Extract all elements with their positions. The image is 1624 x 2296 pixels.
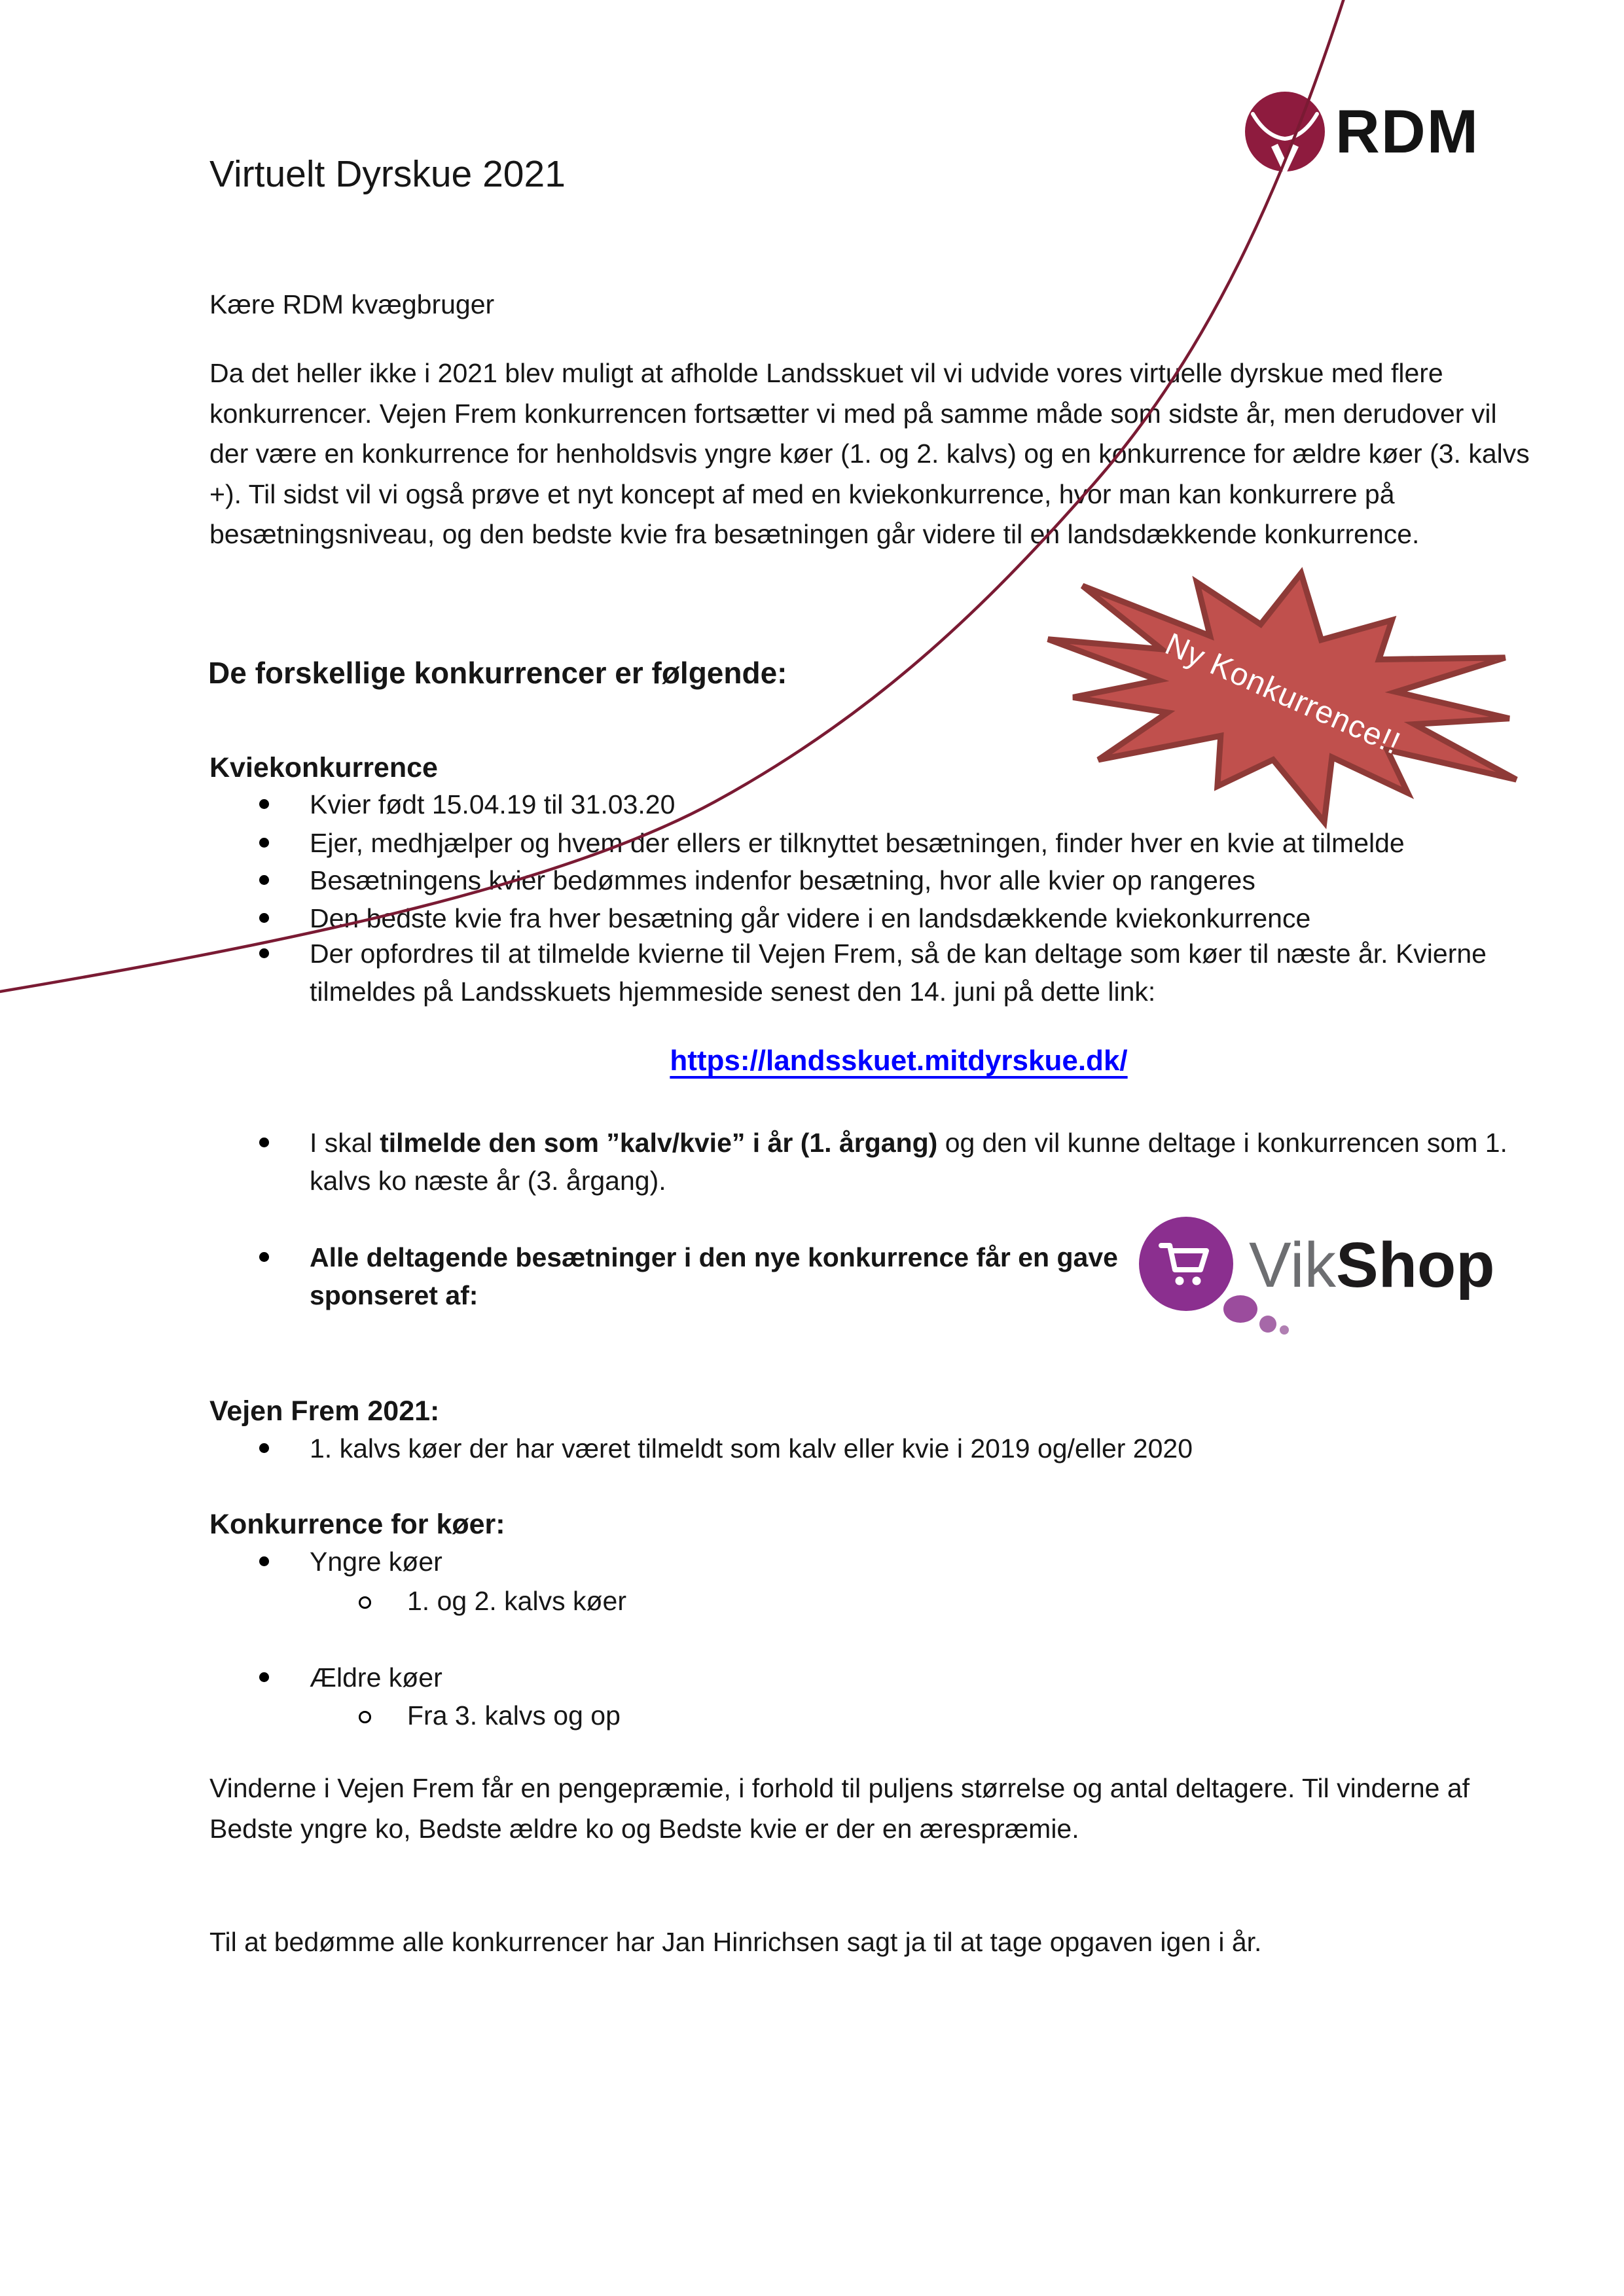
koer-heading: Konkurrence for køer:	[209, 1509, 505, 1540]
bullet-item	[209, 935, 1538, 1011]
bullet-icon	[259, 838, 269, 848]
intro-paragraph: Da det heller ikke i 2021 blev muligt at afholde Landsskuet vil vi udvide vores virtuelle dyrskue med flere konkurrencer. Vejen Frem konkurrencen fortsætter vi med på samme måde som sidste år, men derudover vil der være en konkurrence for henholdsvis yngre køer (1. og 2. kalvs) og en konkurrence for ældre køer (3. kalvs +). Til sidst vil vi også prøve et nyt koncept af med en kviekonkurrence, hvor man kan konkurrere på besætningsniveau, og den bedste kvie fra besætningen går videre til en landsdækkende konkurrence.	[209, 358, 1530, 549]
vik-text: Vik	[1249, 1229, 1336, 1300]
bullet-icon	[259, 875, 269, 885]
bullet-item	[209, 1124, 1538, 1200]
signup-prefix: I skal	[310, 1128, 380, 1158]
sub-bullet-item	[209, 1582, 1538, 1620]
bullet-text: Der opfordres til at tilmelde kvierne til Vejen Frem, så de kan deltage som køer til næste år. Kvierne tilmeldes på Landsskuets hjemmeside senest den 14. juni på dette link:	[310, 939, 1487, 1007]
bullet-text: Ejer, medhjælper og hvem der ellers er tilknyttet besætningen, finder hver en kvie at tilmelde	[310, 828, 1405, 858]
signup-bold: tilmelde den som ”kalv/kvie” i år (1. årgang)	[380, 1128, 938, 1158]
bullet-text: Den bedste kvie fra hver besætning går videre i en landsdækkende kviekonkurrence	[310, 903, 1311, 933]
signup-suffix: og den vil kunne deltage i konkurrencen som 1. kalvs ko næste år (3. årgang).	[310, 1128, 1507, 1196]
bullet-icon	[259, 913, 269, 923]
bullet-icon	[259, 948, 269, 958]
vikshop-wordmark	[1249, 1229, 1495, 1300]
greeting-line: Kære RDM kvægbruger	[209, 289, 495, 319]
bullet-item	[209, 1543, 1538, 1581]
sub-bullet-item	[209, 1696, 1538, 1734]
bullet-text: Alle deltagende besætninger i den nye konkurrence får en gave sponseret af:	[310, 1242, 1118, 1310]
bullet-icon	[259, 1138, 269, 1147]
bullet-icon	[259, 1252, 269, 1262]
page-title: Virtuelt Dyrskue 2021	[209, 153, 566, 195]
sub-bullet-icon	[359, 1596, 371, 1609]
rdm-cow-icon	[1244, 90, 1326, 173]
bullet-item	[209, 899, 1538, 937]
badge-label: Ny Konkurrence!!	[1160, 626, 1406, 761]
vikshop-logo	[1139, 1212, 1495, 1350]
sub-bullet-text: Fra 3. kalvs og op	[407, 1700, 621, 1731]
shop-text: Shop	[1336, 1229, 1495, 1300]
bullet-item	[209, 1429, 1538, 1467]
rdm-logo-text: RDM	[1335, 97, 1480, 166]
bullet-text: 1. kalvs køer der har været tilmeldt som kalv eller kvie i 2019 og/eller 2020	[310, 1433, 1193, 1463]
bullet-text: Kvier født 15.04.19 til 31.03.20	[310, 789, 676, 819]
sections-heading: De forskellige konkurrencer er følgende:	[208, 656, 787, 690]
bullet-icon	[259, 1672, 269, 1682]
kvie-heading: Kviekonkurrence	[209, 752, 438, 783]
bullet-text: Ældre køer	[310, 1662, 442, 1693]
signup-link[interactable]: https://landsskuet.mitdyrskue.dk/	[670, 1045, 1128, 1077]
bullet-icon	[259, 799, 269, 809]
bullet-item	[209, 1659, 1538, 1696]
judge-paragraph: Til at bedømme alle konkurrencer har Jan Hinrichsen sagt ja til at tage opgaven igen i år.	[209, 1927, 1262, 1957]
bullet-text: Besætningens kvier bedømmes indenfor besætning, hvor alle kvier op rangeres	[310, 865, 1255, 895]
new-competition-badge	[1011, 553, 1555, 834]
rdm-logo	[1244, 90, 1479, 173]
bullet-text: Yngre køer	[310, 1547, 442, 1577]
bullet-text	[310, 1124, 1538, 1200]
vejen-heading: Vejen Frem 2021:	[209, 1395, 440, 1427]
bullet-icon	[259, 1443, 269, 1453]
sub-bullet-icon	[359, 1711, 371, 1723]
sub-bullet-text: 1. og 2. kalvs køer	[407, 1586, 626, 1616]
bullet-icon	[259, 1556, 269, 1566]
prizes-paragraph: Vinderne i Vejen Frem får en pengepræmie, i forhold til puljens størrelse og antal deltagere. Til vinderne af Bedste yngre ko, Bedste ældre ko og Bedste kvie er der en ærespræmie.	[209, 1773, 1470, 1844]
